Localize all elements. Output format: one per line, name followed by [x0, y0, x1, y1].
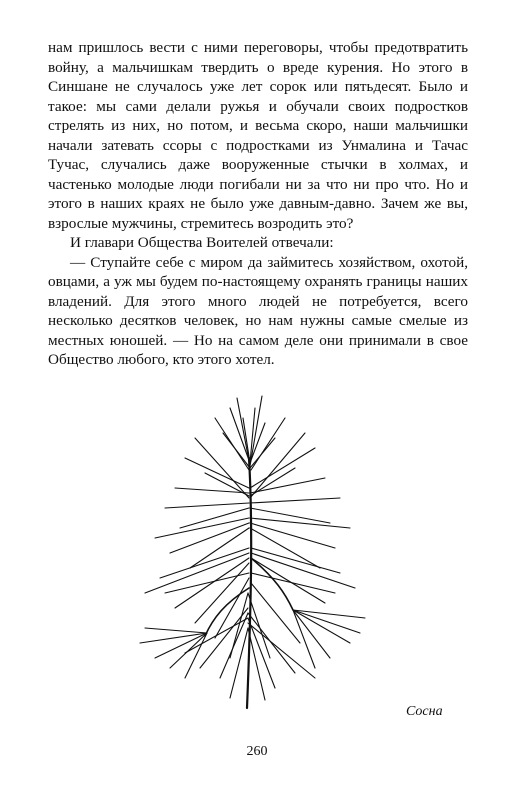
- paragraph-1: нам пришлось вести с ними переговоры, чтобы предотвратить войну, а мальчишкам твердить о вреде курения. Но этого в Синшане не случалось уже лет сорок или пятьдесят. Было и такое: мы сами делали ружья и обучали своих подростков стрелять из них, но потом, и весьма скоро, наши мальчишки начали затевать ссоры с подростками из Унмалина и Тачас Тучас, случались даже вооруженные стычки в холмах, и частенько молодые люди погибали ни за что ни про что. Но и этого в наших краях не было уже давным-давно. Зачем же вы, взрослые мужчины, стремитесь возродить это?: [48, 39, 468, 232]
- pine-branch-illustration: [125, 378, 375, 710]
- page-number: 260: [246, 744, 268, 759]
- paragraph-2: И главари Общества Воителей отвечали:: [70, 234, 334, 251]
- paragraph-3: — Ступайте себе с миром да займитесь хозяйством, охотой, овцами, а уж мы будем по-настоящему охранять границы наших владений. Для этого много людей не потребуется, всего несколько десятков человек, но нам нужны самые смелые из местных юношей. — Но на самом деле они принимали в свое Общество любого, кто этого хотел.: [48, 253, 468, 368]
- body-text: [48, 38, 468, 370]
- figure-caption: Сосна: [406, 704, 443, 719]
